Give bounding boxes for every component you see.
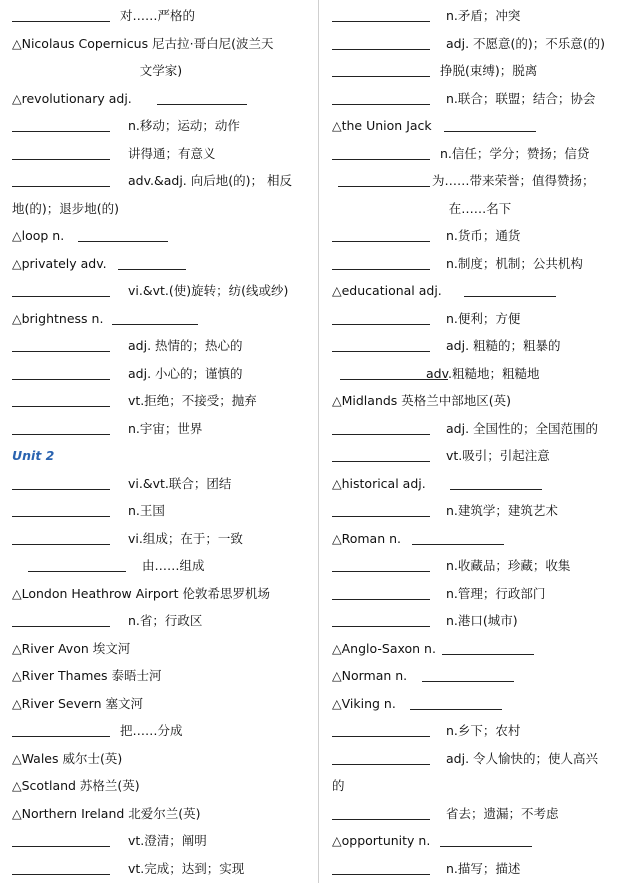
vocab-text: n.管理；行政部门 [446, 586, 546, 601]
vocab-text: n.矛盾；冲突 [446, 8, 521, 23]
answer-blank [12, 361, 110, 380]
answer-blank [332, 141, 430, 160]
vocab-text: △River Avon 埃文河 [12, 641, 131, 656]
answer-blank [410, 691, 502, 710]
vocab-text: △Scotland 苏格兰(英) [12, 778, 140, 793]
vocab-row [332, 306, 628, 332]
vocab-text: adj. 全国性的；全国范围的 [446, 421, 599, 436]
answer-blank [12, 278, 110, 297]
answer-blank [12, 3, 110, 22]
vocab-row [12, 31, 310, 57]
answer-blank [12, 856, 110, 875]
vocab-row [12, 608, 310, 634]
answer-blank [12, 608, 110, 627]
vocab-text: △privately adv. [12, 256, 107, 271]
answer-blank [332, 801, 430, 820]
answer-blank [12, 828, 110, 847]
vocab-row [332, 856, 628, 882]
answer-blank [12, 416, 110, 435]
vocab-text: vt.拒绝；不接受；抛弃 [128, 393, 257, 408]
vocab-row [332, 553, 628, 579]
vocab-row [332, 636, 628, 662]
vocab-text: △Nicolaus Copernicus 尼古拉·哥白尼(波兰天 [12, 36, 274, 51]
answer-blank [332, 333, 430, 352]
answer-blank [332, 553, 430, 572]
vocab-text: 地(的)；退步地(的) [12, 201, 120, 216]
answer-blank [12, 388, 110, 407]
vocab-row [12, 278, 310, 304]
vocab-row [332, 168, 628, 194]
vocab-row [332, 663, 628, 689]
vocab-text: △educational adj. [332, 283, 442, 298]
vocab-text: △historical adj. [332, 476, 426, 491]
answer-blank [332, 31, 430, 50]
vocab-text: n.收藏品；珍藏；收集 [446, 558, 571, 573]
vocab-text: n.移动；运动；动作 [128, 118, 240, 133]
vocab-row [12, 526, 310, 552]
vocab-text: adj. 粗糙的；粗暴的 [446, 338, 561, 353]
vocab-row [12, 306, 310, 332]
vocab-row [12, 58, 310, 84]
vocab-row [12, 3, 310, 29]
vocab-row [332, 608, 628, 634]
left-column [12, 0, 310, 883]
vocab-text: n.信任；学分；赞扬；信贷 [440, 146, 590, 161]
vocab-row [332, 471, 628, 497]
vocab-row [12, 113, 310, 139]
answer-blank [157, 86, 247, 105]
vocab-text: vi.组成；在于；一致 [128, 531, 243, 546]
answer-blank [112, 306, 198, 325]
vocab-row [332, 113, 628, 139]
answer-blank [12, 333, 110, 352]
vocab-row [332, 58, 628, 84]
vocab-text: n.便利；方便 [446, 311, 521, 326]
vocab-text: △brightness n. [12, 311, 104, 326]
vocab-row [12, 361, 310, 387]
vocab-text: 对……严格的 [120, 8, 196, 23]
answer-blank [332, 416, 430, 435]
vocab-text: △Midlands 英格兰中部地区(英) [332, 393, 512, 408]
answer-blank [12, 526, 110, 545]
vocab-text: n.制度；机制；公共机构 [446, 256, 583, 271]
vocab-row [332, 828, 628, 854]
vocab-row [12, 828, 310, 854]
answer-blank [12, 498, 110, 517]
answer-blank [440, 828, 532, 847]
vocab-row [332, 333, 628, 359]
vocab-row [332, 278, 628, 304]
vocab-text: 为……带来荣誉；值得赞扬； [432, 173, 595, 188]
vocab-text: n.省；行政区 [128, 613, 203, 628]
vocab-text: 的 [332, 778, 345, 793]
vocab-text: 讲得通；有意义 [128, 146, 216, 161]
vocab-text: △River Thames 泰晤士河 [12, 668, 162, 683]
vocab-row [332, 388, 628, 414]
vocab-row [12, 663, 310, 689]
vocab-text: vi.&vt.联合；团结 [128, 476, 232, 491]
vocab-text: △opportunity n. [332, 833, 431, 848]
answer-blank [332, 856, 430, 875]
answer-blank [12, 113, 110, 132]
vocab-text: adj. 令人愉快的；使人高兴 [446, 751, 599, 766]
vocab-row [332, 31, 628, 57]
vocab-row [12, 223, 310, 249]
answer-blank [332, 498, 430, 517]
vocab-row [332, 223, 628, 249]
answer-blank [422, 663, 514, 682]
vocab-row [12, 856, 310, 882]
vocab-text: vt.吸引；引起注意 [446, 448, 550, 463]
vocab-text: △River Severn 塞文河 [12, 696, 143, 711]
vocab-text: n.乡下；农村 [446, 723, 521, 738]
vocab-row [12, 388, 310, 414]
vocab-text: △Viking n. [332, 696, 396, 711]
vocab-text: △London Heathrow Airport 伦敦希思罗机场 [12, 586, 270, 601]
vocab-text: △Anglo-Saxon n. [332, 641, 436, 656]
vocab-text: n.宇宙；世界 [128, 421, 203, 436]
vocab-row [332, 691, 628, 717]
vocab-text: 挣脱(束缚)；脱离 [440, 63, 538, 78]
vocab-row [332, 3, 628, 29]
answer-blank [332, 608, 430, 627]
vocab-text: △Northern Ireland 北爱尔兰(英) [12, 806, 201, 821]
vocab-text: 由……组成 [142, 558, 205, 573]
answer-blank [118, 251, 186, 270]
answer-blank [412, 526, 504, 545]
vocab-row [12, 498, 310, 524]
answer-blank [338, 168, 430, 187]
answer-blank [332, 746, 430, 765]
vocab-row [12, 251, 310, 277]
vocab-row [332, 361, 628, 387]
vocab-text: △revolutionary adj. [12, 91, 132, 106]
vocab-row [332, 498, 628, 524]
vocab-text: n.联合；联盟；结合；协会 [446, 91, 596, 106]
column-divider [318, 0, 319, 883]
vocab-row [12, 86, 310, 112]
vocab-text: △Roman n. [332, 531, 402, 546]
answer-blank [28, 553, 126, 572]
answer-blank [12, 471, 110, 490]
answer-blank [12, 718, 110, 737]
vocab-text: adv.&adj. 向后地(的)； 相反 [128, 173, 292, 188]
unit-title: Unit 2 [12, 448, 55, 463]
vocab-text: △Wales 威尔士(英) [12, 751, 123, 766]
vocab-text: n.建筑学；建筑艺术 [446, 503, 558, 518]
vocab-row [12, 691, 310, 717]
vocab-row [12, 416, 310, 442]
vocab-row [332, 718, 628, 744]
answer-blank [332, 223, 430, 242]
answer-blank [12, 168, 110, 187]
vocab-text: △the Union Jack [332, 118, 432, 133]
vocab-row [332, 526, 628, 552]
vocab-row [332, 581, 628, 607]
vocab-text: 省去；遗漏；不考虑 [446, 806, 559, 821]
vocab-text: n.王国 [128, 503, 165, 518]
answer-blank [78, 223, 168, 242]
vocab-row [12, 553, 310, 579]
vocab-text: n.货币；通货 [446, 228, 521, 243]
vocab-text: vi.&vt.(使)旋转；纺(线或纱) [128, 283, 289, 298]
answer-blank [332, 58, 430, 77]
vocab-row [332, 196, 628, 222]
vocab-row [12, 773, 310, 799]
vocab-text: adj. 热情的；热心的 [128, 338, 243, 353]
vocab-text: adv.粗糙地；粗糙地 [426, 366, 540, 381]
vocab-row [12, 471, 310, 497]
vocab-row [332, 773, 628, 799]
vocab-text: △loop n. [12, 228, 65, 243]
vocab-text: n.描写；描述 [446, 861, 521, 876]
answer-blank [442, 636, 534, 655]
unit-heading [12, 443, 310, 469]
vocab-row [12, 333, 310, 359]
vocab-row [12, 141, 310, 167]
answer-blank [450, 471, 542, 490]
answer-blank [332, 718, 430, 737]
vocab-text: 在……名下 [448, 201, 512, 216]
answer-blank [12, 141, 110, 160]
answer-blank [332, 581, 430, 600]
vocab-text: vt.澄清；阐明 [128, 833, 207, 848]
vocab-row [332, 86, 628, 112]
vocab-row [332, 746, 628, 772]
vocab-text: △Norman n. [332, 668, 408, 683]
vocab-row [12, 636, 310, 662]
vocab-text: vt.完成；达到；实现 [128, 861, 245, 876]
vocab-row [332, 801, 628, 827]
vocab-text: 把……分成 [120, 723, 183, 738]
vocab-text: adj. 小心的；谨慎的 [128, 366, 243, 381]
answer-blank [332, 443, 430, 462]
vocab-row [332, 416, 628, 442]
right-column [332, 0, 628, 883]
vocab-row [12, 718, 310, 744]
vocab-row [12, 581, 310, 607]
vocab-row [12, 168, 310, 194]
answer-blank [444, 113, 536, 132]
vocab-row [332, 251, 628, 277]
vocab-row [332, 443, 628, 469]
answer-blank [332, 3, 430, 22]
vocab-row [332, 141, 628, 167]
vocab-row [12, 801, 310, 827]
answer-blank [464, 278, 556, 297]
vocab-text: n.港口(城市) [446, 613, 518, 628]
vocab-row [12, 746, 310, 772]
vocab-text: 文学家) [139, 63, 183, 78]
vocab-row [12, 196, 310, 222]
answer-blank [332, 86, 430, 105]
answer-blank [332, 251, 430, 270]
vocab-text: adj. 不愿意(的)；不乐意(的) [446, 36, 606, 51]
answer-blank [332, 306, 430, 325]
